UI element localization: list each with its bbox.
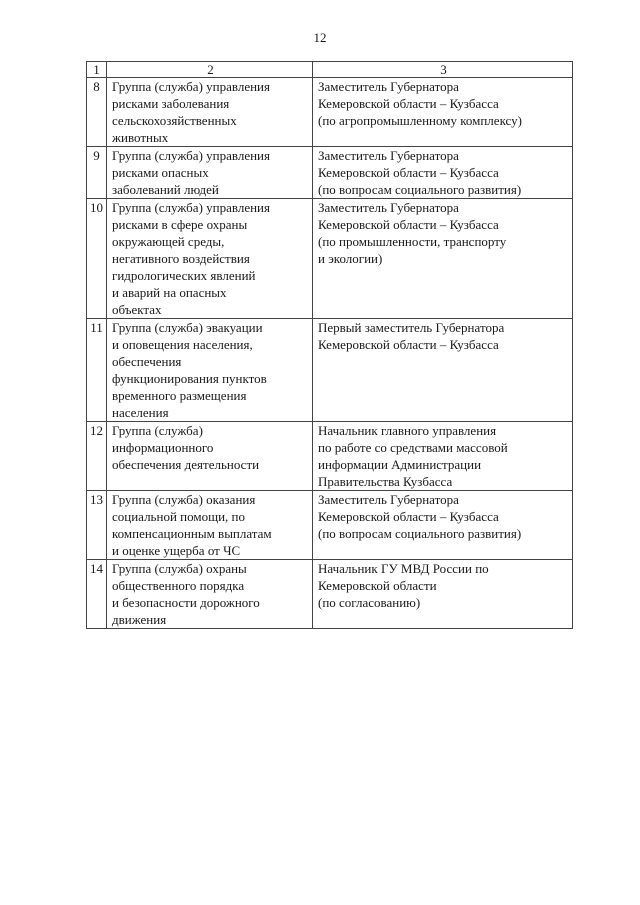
responsible-person-cell: Начальник ГУ МВД России по Кемеровской области (по согласованию) [313, 560, 573, 629]
row-number: 13 [87, 491, 107, 560]
group-name-cell: Группа (служба) охраны общественного порядка и безопасности дорожного движения [107, 560, 313, 629]
table-row [87, 319, 573, 422]
table-row [87, 78, 573, 147]
table-row [87, 491, 573, 560]
table-row [87, 147, 573, 199]
header-cell-2: 2 [107, 62, 313, 78]
group-name-cell: Группа (служба) управления рисками опасных заболеваний людей [107, 147, 313, 199]
row-number: 11 [87, 319, 107, 422]
header-cell-1: 1 [87, 62, 107, 78]
table-row [87, 422, 573, 491]
responsibility-table [86, 61, 573, 629]
responsible-person-cell: Начальник главного управления по работе со средствами массовой информации Администрации Правительства Кузбасса [313, 422, 573, 491]
table-header-row [87, 62, 573, 78]
row-number: 10 [87, 199, 107, 319]
row-number: 12 [87, 422, 107, 491]
page-number: 12 [313, 30, 327, 45]
group-name-cell: Группа (служба) управления рисками в сфере охраны окружающей среды, негативного воздействия гидрологических явлений и аварий на опасных объектах [107, 199, 313, 319]
group-name-cell: Группа (служба) эвакуации и оповещения населения, обеспечения функционирования пунктов временного размещения населения [107, 319, 313, 422]
responsible-person-cell: Заместитель Губернатора Кемеровской области – Кузбасса (по вопросам социального развития) [313, 147, 573, 199]
responsible-person-cell: Заместитель Губернатора Кемеровской области – Кузбасса (по вопросам социального развития) [313, 491, 573, 560]
group-name-cell: Группа (служба) оказания социальной помощи, по компенсационным выплатам и оценке ущерба от ЧС [107, 491, 313, 560]
row-number: 9 [87, 147, 107, 199]
responsible-person-cell: Заместитель Губернатора Кемеровской области – Кузбасса (по промышленности, транспорту и экологии) [313, 199, 573, 319]
group-name-cell: Группа (служба) информационного обеспечения деятельности [107, 422, 313, 491]
responsible-person-cell: Первый заместитель Губернатора Кемеровской области – Кузбасса [313, 319, 573, 422]
row-number: 14 [87, 560, 107, 629]
header-cell-3: 3 [313, 62, 573, 78]
table-row [87, 560, 573, 629]
row-number: 8 [87, 78, 107, 147]
group-name-cell: Группа (служба) управления рисками заболевания сельскохозяйственных животных [107, 78, 313, 147]
responsible-person-cell: Заместитель Губернатора Кемеровской области – Кузбасса (по агропромышленному комплексу) [313, 78, 573, 147]
table-row [87, 199, 573, 319]
